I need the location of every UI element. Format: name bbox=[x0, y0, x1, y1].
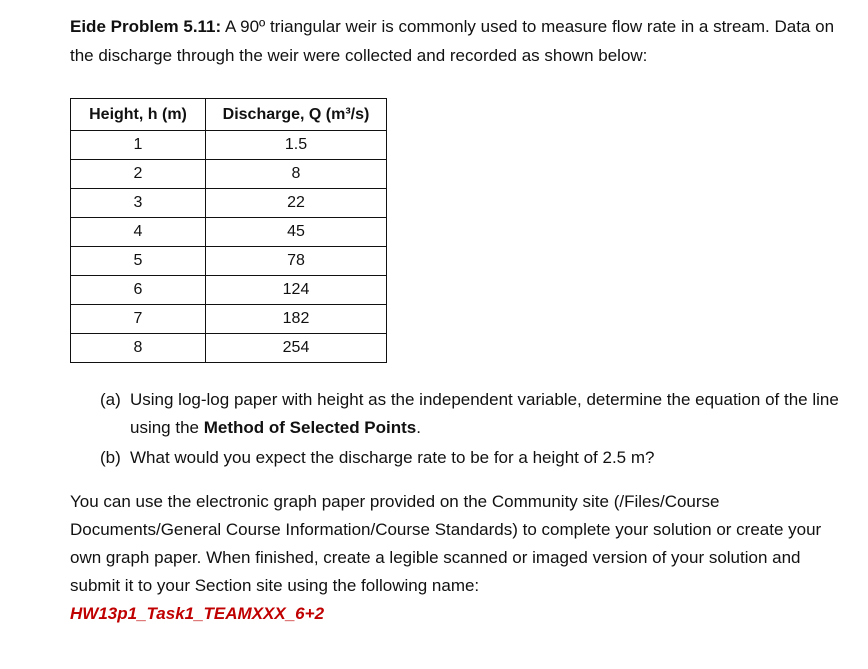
question-parts bbox=[100, 386, 850, 472]
submission-filename: HW13p1_Task1_TEAMXXX_6+2 bbox=[70, 604, 325, 623]
discharge-cell: 22 bbox=[206, 189, 387, 218]
height-cell: 8 bbox=[71, 334, 206, 363]
height-cell: 1 bbox=[71, 131, 206, 160]
note-text: You can use the electronic graph paper provided on the Community site (/Files/Course Documents/General Course Information/Course Standards) to complete your solution or create your own graph paper. When finished, create a legible scanned or imaged version of your solution and submit it to your Section site using the following name: bbox=[70, 492, 822, 595]
discharge-cell: 8 bbox=[206, 160, 387, 189]
data-table bbox=[70, 98, 387, 363]
height-column-header: Height, h (m) bbox=[71, 99, 206, 131]
height-cell: 3 bbox=[71, 189, 206, 218]
part-a-text: Using log-log paper with height as the independent variable, determine the equation of the line using the Method of Selected Points. bbox=[130, 390, 839, 437]
problem-label: Eide Problem 5.11: bbox=[70, 17, 222, 36]
discharge-cell: 45 bbox=[206, 218, 387, 247]
part-b bbox=[100, 444, 850, 472]
height-cell: 4 bbox=[71, 218, 206, 247]
part-a bbox=[100, 386, 850, 442]
part-b-label: (b) bbox=[100, 448, 121, 467]
part-b-text: What would you expect the discharge rate to be for a height of 2.5 m? bbox=[130, 448, 655, 467]
problem-text: A 90º triangular weir is commonly used to measure flow rate in a stream. Data on the discharge through the weir were collected and recorded as shown below: bbox=[70, 17, 835, 65]
part-a-bold: Method of Selected Points bbox=[203, 418, 417, 437]
part-a-label: (a) bbox=[100, 390, 121, 409]
height-cell: 2 bbox=[71, 160, 206, 189]
table-row bbox=[71, 160, 387, 189]
submission-note bbox=[70, 488, 850, 628]
table-header-row bbox=[71, 99, 387, 131]
table-row bbox=[71, 131, 387, 160]
height-cell: 7 bbox=[71, 305, 206, 334]
discharge-cell: 1.5 bbox=[206, 131, 387, 160]
problem-statement bbox=[70, 12, 850, 70]
table-row bbox=[71, 218, 387, 247]
discharge-cell: 254 bbox=[206, 334, 387, 363]
table-row bbox=[71, 276, 387, 305]
discharge-cell: 78 bbox=[206, 247, 387, 276]
discharge-cell: 124 bbox=[206, 276, 387, 305]
table-row bbox=[71, 334, 387, 363]
discharge-column-header: Discharge, Q (m³/s) bbox=[206, 99, 387, 131]
height-cell: 6 bbox=[71, 276, 206, 305]
table-row bbox=[71, 189, 387, 218]
height-cell: 5 bbox=[71, 247, 206, 276]
table-row bbox=[71, 247, 387, 276]
discharge-cell: 182 bbox=[206, 305, 387, 334]
table-row bbox=[71, 305, 387, 334]
